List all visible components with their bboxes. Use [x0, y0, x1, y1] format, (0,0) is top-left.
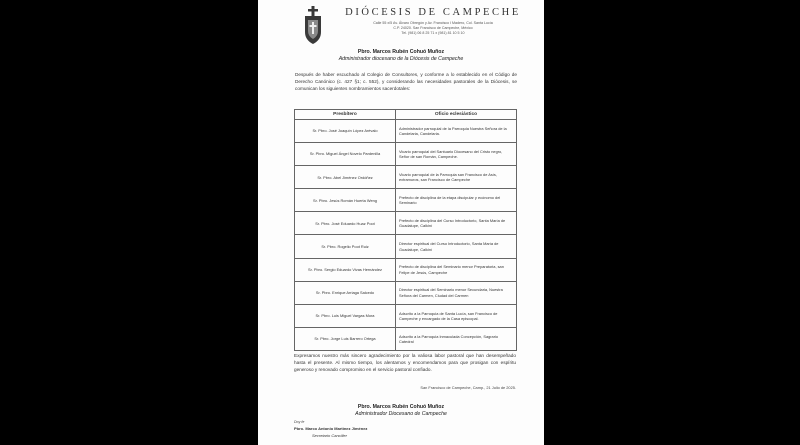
presbitero-cell: Sr. Pbro. Sergio Eduardo Vivas Hernández	[295, 258, 396, 281]
table-row	[295, 212, 517, 235]
presbitero-cell: Sr. Pbro. Rogelio Poot Ruiz	[295, 235, 396, 258]
oficio-cell: Director espiritual del Curso Introductorio, Santa María de Guadalupe, Calkiní	[396, 235, 517, 258]
table-row	[295, 235, 517, 258]
oficio-cell: Vicario parroquial de la Parroquia san Francisco de Asís, extramuros, san Francisco de Campeche	[396, 166, 517, 189]
oficio-cell: Director espiritual del Seminario menor Secundaria, Nuestra Señora del Carmen, Ciudad del Carmen	[396, 281, 517, 304]
table-row	[295, 120, 517, 143]
place-and-date: San Francisco de Campeche, Camp., 21 Julio de 2025.	[420, 385, 516, 390]
oficio-cell: Administrador parroquial de la Parroquia Nuestra Señora de la Candelaria, Candelaria.	[396, 120, 517, 143]
letterhead	[258, 0, 544, 52]
address-line: Calle 55 x/5 Av. Álvaro Obregón y Av. Francisco I Madero, Col. Santa Lucía	[373, 21, 493, 25]
presbitero-cell: Sr. Pbro. José Eduardo Huaz Poot	[295, 212, 396, 235]
chancellor-name: Pbro. Marco Antonio Martínez Jiménez	[294, 426, 368, 431]
chancellor-role: Secretario Canciller	[312, 433, 347, 438]
presbitero-cell: Sr. Pbro. José Joaquín López Arévalo	[295, 120, 396, 143]
address-line: Tel. (981) 06 8 25 71 x (981) 81 10 5 10	[401, 31, 465, 35]
presbitero-cell: Sr. Pbro. Jesús Román Huerta Weng	[295, 189, 396, 212]
table-row	[295, 281, 517, 304]
address-line: C.P. 24020. San Francisco de Campeche, México	[393, 26, 473, 30]
diocese-title: DIÓCESIS DE CAMPECHE	[345, 7, 521, 18]
table-row	[295, 143, 517, 166]
column-header-presbitero: Presbítero	[295, 110, 396, 120]
signatory-name: Pbro. Marcos Rubén Cohuó Muñoz	[357, 404, 445, 410]
table-row	[295, 327, 517, 350]
closing-paragraph: Expresamos nuestro más sincero agradecimiento por la valiosa labor pastoral que han desempeñado hasta el presente. Al mismo tiempo, los alentamos y encomendamos para que prosigan con espíritu generoso y renovado compromiso en el servicio pastoral confiado.	[294, 353, 516, 373]
table-header-row	[295, 110, 517, 120]
diocese-coat-of-arms-icon	[302, 6, 324, 46]
table-row	[295, 166, 517, 189]
oficio-cell: Adscrito a la Parroquia Inmaculada Concepción, Sagrario Catedral	[396, 327, 517, 350]
intro-paragraph: Después de haber escuchado al Colegio de Consultores, y conforme a lo establecido en el Código de Derecho Canónico (c. 427 §1; c. 552), y considerando las necesidades pastorales de la Diócesis, se comunican los siguientes nombramientos sacerdotales:	[295, 72, 517, 91]
issuer-role: Administrador diocesano de la Diócesis de Campeche	[338, 56, 464, 62]
document-page	[258, 0, 544, 445]
issuer-name: Pbro. Marcos Rubén Cohuó Muñoz	[357, 49, 445, 55]
presbitero-cell: Sr. Pbro. Enrique Arriaga Salcedo	[295, 281, 396, 304]
table-row	[295, 258, 517, 281]
table-row	[295, 189, 517, 212]
oficio-cell: Vicario parroquial del Santuario Diocesano del Cristo negro, Señor de san Román, Campeche.	[396, 143, 517, 166]
table-row	[295, 304, 517, 327]
oficio-cell: Prefecto de disciplina del Seminario menor Preparatoria, san Felipe de Jesús, Campeche	[396, 258, 517, 281]
presbitero-cell: Sr. Pbro. Miguel Ángel Novelo Pardenilla	[295, 143, 396, 166]
attestation-label: Doy fe	[294, 420, 305, 424]
oficio-cell: Prefecto de disciplina de la etapa discipular y ecónomo del Seminario	[396, 189, 517, 212]
oficio-cell: Prefecto de disciplina del Curso Introductorio, Santa María de Guadalupe, Calkiní	[396, 212, 517, 235]
signatory-role: Administrador Diocesano de Campeche	[355, 411, 447, 417]
appointments-table	[294, 109, 517, 351]
column-header-oficio: Oficio eclesiástico	[396, 110, 517, 120]
presbitero-cell: Sr. Pbro. Abel Jiménez Ordóñez	[295, 166, 396, 189]
presbitero-cell: Sr. Pbro. Luis Miguel Vargas Mora	[295, 304, 396, 327]
presbitero-cell: Sr. Pbro. Jorge Luis Barrero Ortega	[295, 327, 396, 350]
oficio-cell: Adscrito a la Parroquia de Santa Lucía, san Francisco de Campeche y encargado de la Casa episcopal.	[396, 304, 517, 327]
